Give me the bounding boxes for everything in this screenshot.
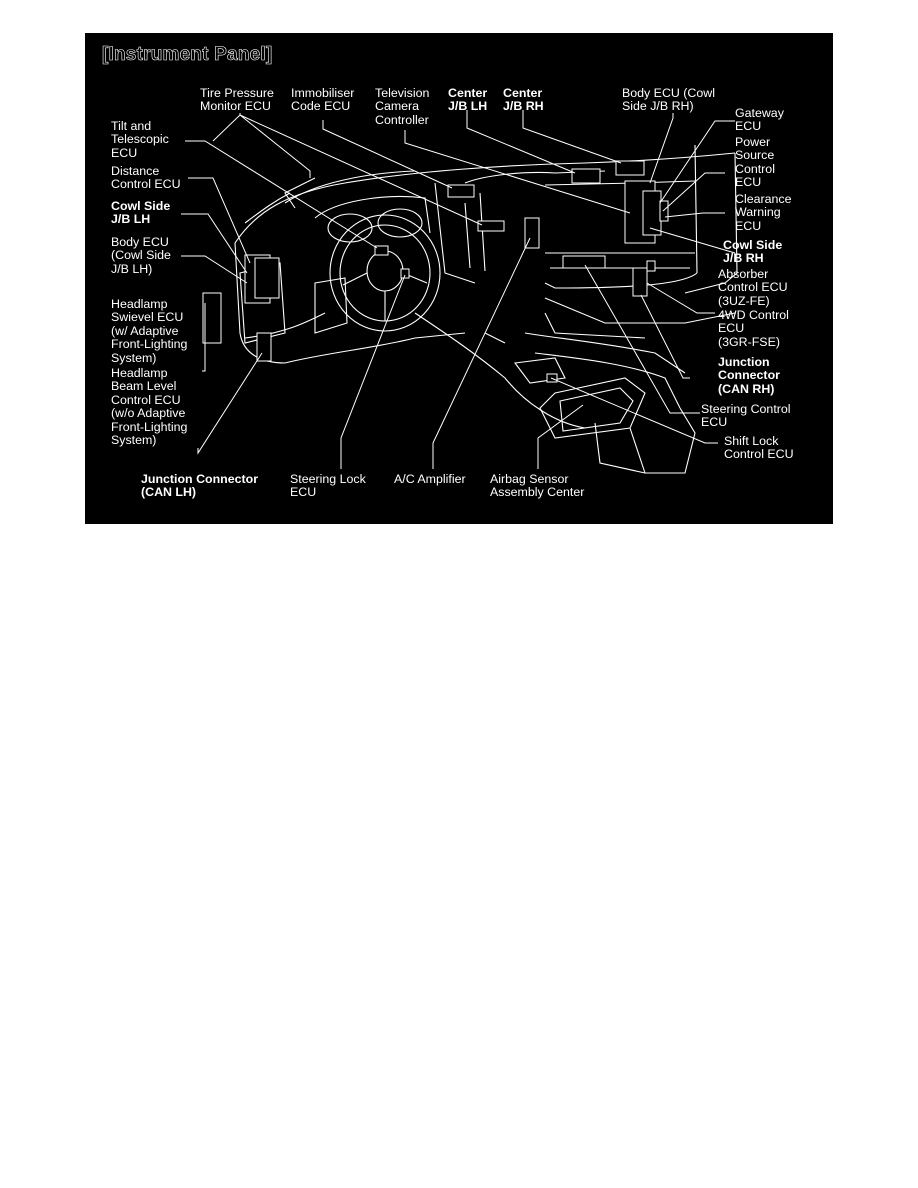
diagram-title: [Instrument Panel] (102, 44, 273, 65)
label-steering-control-ecu: Steering Control ECU (701, 402, 791, 430)
label-gateway-ecu: Gateway ECU (735, 106, 784, 134)
label-absorber-control-ecu: Absorber Control ECU (3UZ-FE) (718, 267, 788, 308)
label-cowl-side-jb-lh: Cowl Side J/B LH (111, 199, 171, 227)
label-tilt-telescopic-ecu: Tilt and Telescopic ECU (111, 119, 169, 160)
label-body-ecu-cowl-side-jb-rh: Body ECU (Cowl Side J/B RH) (622, 86, 715, 114)
label-shift-lock-control-ecu: Shift Lock Control ECU (724, 434, 794, 462)
label-power-source-control-ecu: Power Source Control ECU (735, 135, 775, 190)
label-ac-amplifier: A/C Amplifier (394, 472, 466, 486)
label-headlamp-beam-level-control-ecu: Headlamp Beam Level Control ECU (w/o Adaptive Front-Lighting System) (111, 366, 188, 448)
label-steering-lock-ecu: Steering Lock ECU (290, 472, 366, 500)
label-immobiliser-code-ecu: Immobiliser Code ECU (291, 86, 355, 114)
components (203, 161, 668, 382)
label-clearance-warning-ecu: Clearance Warning ECU (735, 192, 792, 233)
label-4wd-control-ecu: 4WD Control ECU (3GR-FSE) (718, 308, 789, 349)
label-television-camera-controller: Television Camera Controller (375, 86, 430, 127)
dashboard-shape (235, 145, 737, 473)
label-junction-connector-can-lh: Junction Connector (CAN LH) (141, 472, 259, 500)
label-body-ecu-cowl-side-jb-lh: Body ECU (Cowl Side J/B LH) (111, 235, 171, 276)
label-tire-pressure-monitor-ecu: Tire Pressure Monitor ECU (200, 86, 274, 114)
label-center-jb-rh: Center J/B RH (503, 86, 544, 114)
label-airbag-sensor-assembly-center: Airbag Sensor Assembly Center (490, 472, 585, 500)
label-headlamp-swievel-ecu: Headlamp Swievel ECU (w/ Adaptive Front-Lighting System) (111, 297, 188, 365)
label-junction-connector-can-rh: Junction Connector (CAN RH) (718, 355, 780, 396)
label-cowl-side-jb-rh: Cowl Side J/B RH (723, 238, 783, 266)
label-center-jb-lh: Center J/B LH (448, 86, 488, 114)
label-distance-control-ecu: Distance Control ECU (111, 164, 181, 192)
instrument-panel-diagram (85, 33, 833, 524)
